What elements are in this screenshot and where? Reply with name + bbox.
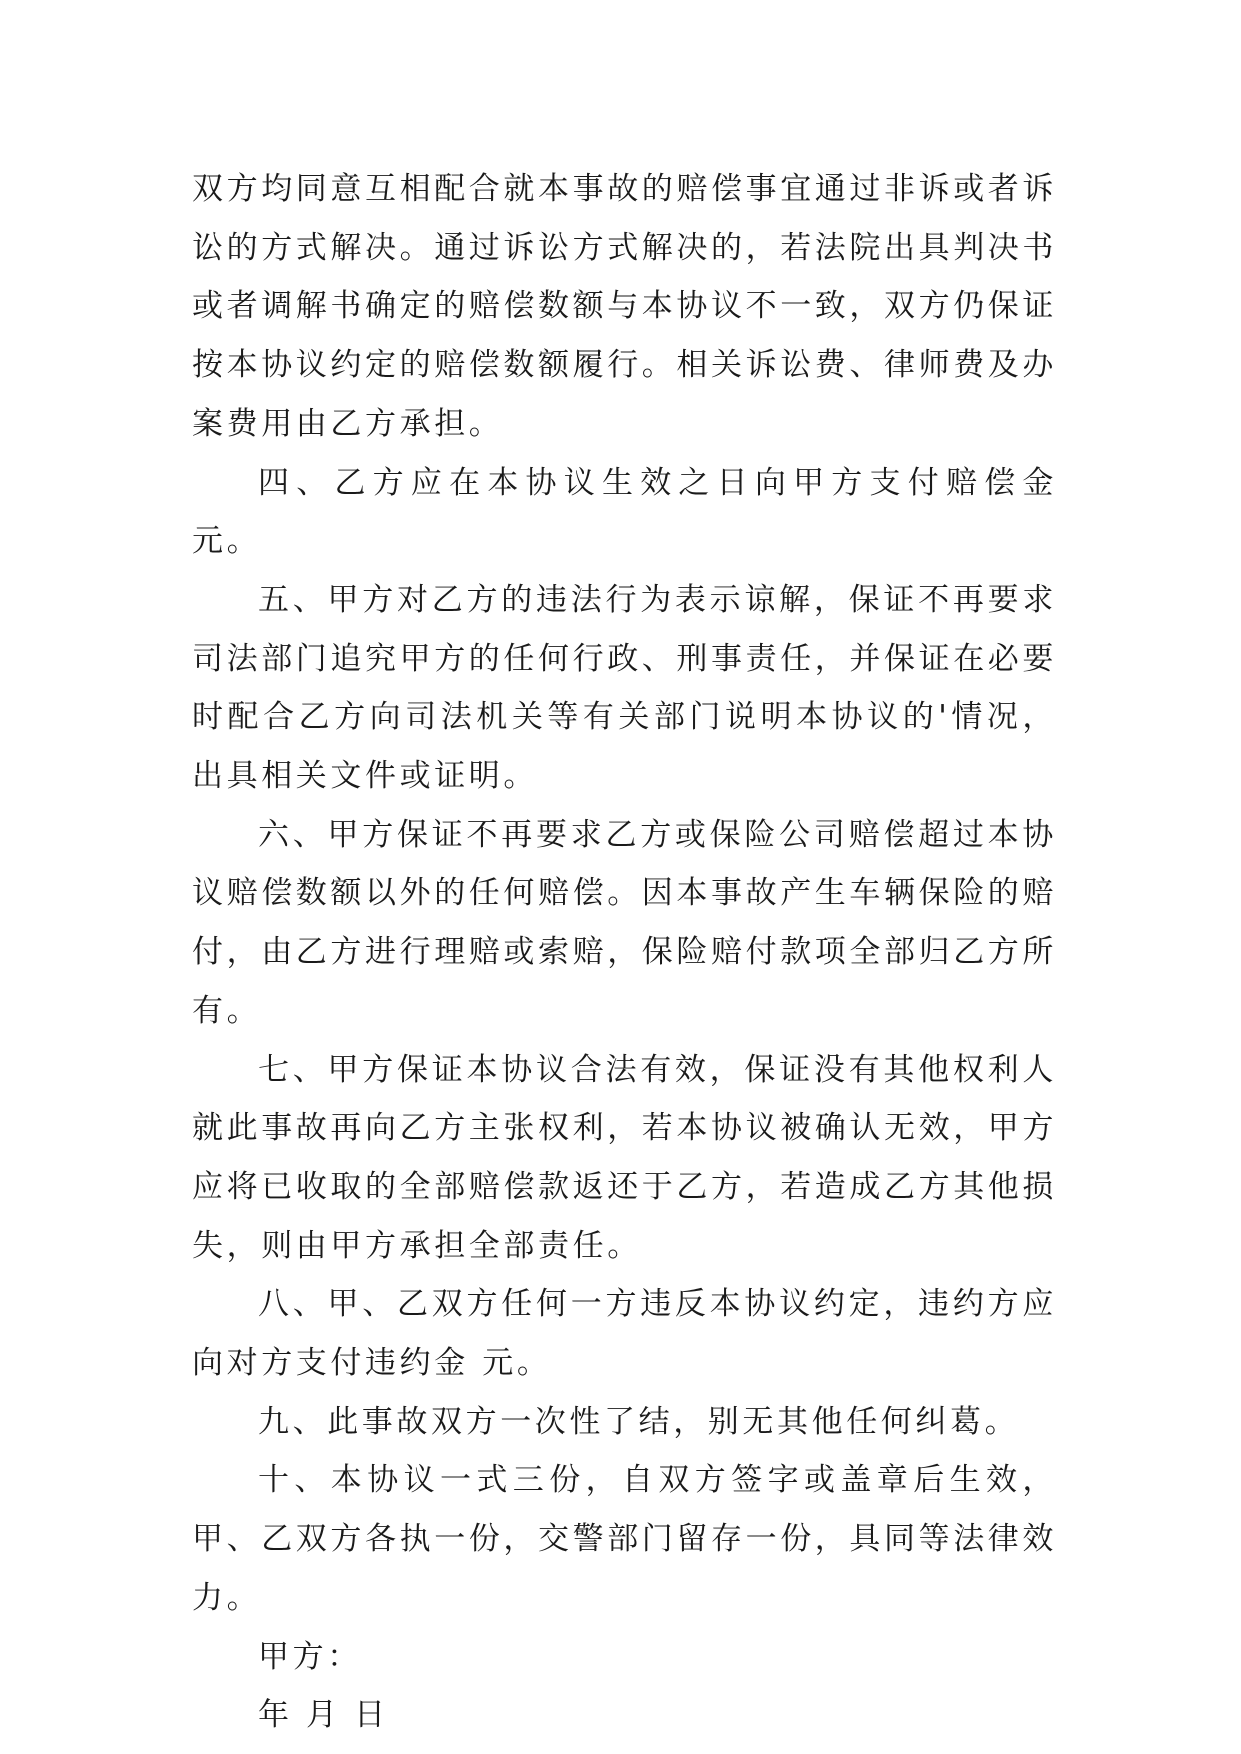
paragraph-clause-8: 八、甲、乙双方任何一方违反本协议约定，违约方应向对方支付违约金 元。 — [192, 1286, 1057, 1382]
paragraph-clause-6: 六、甲方保证不再要求乙方或保险公司赔偿超过本协议赔偿数额以外的任何赔偿。因本事故产生车辆保险的赔付，由乙方进行理赔或索赔，保险赔付款项全部归乙方所有。 — [192, 816, 1057, 1029]
paragraph-clause-10: 十、本协议一式三份，自双方签字或盖章后生效，甲、乙双方各执一份，交警部门留存一份，具同等法律效力。 — [192, 1462, 1057, 1616]
signature-date: 年 月 日 — [258, 1697, 389, 1734]
paragraph-clause-4: 四、乙方应在本协议生效之日向甲方支付赔偿金 元。 — [192, 464, 1057, 560]
signature-party-a: 甲方： — [258, 1638, 362, 1675]
paragraph-clause-5: 五、甲方对乙方的违法行为表示谅解，保证不再要求司法部门追究甲方的任何行政、刑事责任，并保证在必要时配合乙方向司法机关等有关部门说明本协议的'情况，出具相关文件或证明。 — [192, 581, 1057, 795]
paragraph-clause-7: 七、甲方保证本协议合法有效，保证没有其他权利人就此事故再向乙方主张权利，若本协议被确认无效，甲方应将已收取的全部赔偿款返还于乙方，若造成乙方其他损失，则由甲方承担全部责任。 — [192, 1051, 1057, 1264]
paragraph-continuation: 双方均同意互相配合就本事故的赔偿事宜通过非诉或者诉讼的方式解决。通过诉讼方式解决的，若法院出具判决书或者调解书确定的赔偿数额与本协议不一致，双方仍保证按本协议约定的赔偿数额履行。相关诉讼费、律师费及办案费用由乙方承担。 — [192, 171, 1057, 442]
paragraph-clause-9: 九、此事故双方一次性了结，别无其他任何纠葛。 — [258, 1403, 1020, 1440]
document-body — [192, 160, 1057, 1745]
